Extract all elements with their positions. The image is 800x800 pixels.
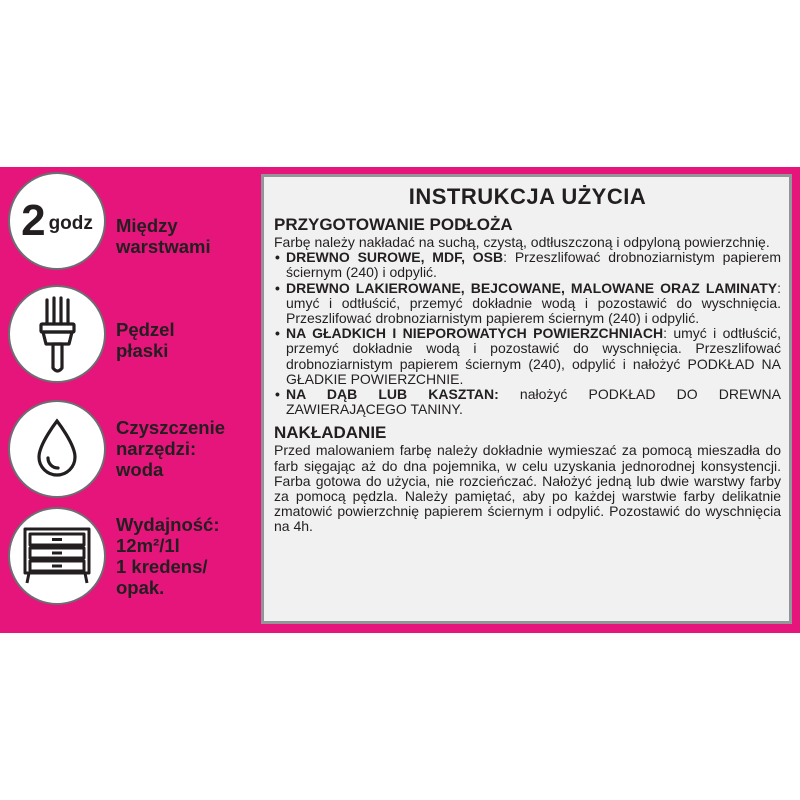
drop-icon — [8, 400, 106, 498]
feature-drying-time — [0, 172, 262, 280]
item-text: : umyć i odtłuścić, przemyć dokładnie wodą i pozostawić do wyschnięcia. Przeszlifować drobnoziarnistym papierem ściernym (240) i odpylić. — [286, 279, 781, 327]
apply-heading: NAKŁADANIE — [274, 423, 387, 443]
feature-label-drying: Między warstwami — [116, 215, 211, 257]
list-item — [274, 326, 781, 387]
item-label: DREWNO LAKIEROWANE, BEJCOWANE, MALOWANE ORAZ LAMINATY — [286, 279, 778, 296]
feature-brush — [0, 285, 262, 393]
apply-text: Przed malowaniem farbę należy dokładnie wymieszać za pomocą mieszadła do farb sięgając aż do dna pojemnika, w celu uzyskania jednorodnej konsystencji. Farba gotowa do użycia, nie rozcieńczać. Nałożyć jedną lub dwie warstwy farby za pomocą pędzla. Należy pamiętać, aby po każdej warstwie farby delikatnie zmatowić powierzchnię papierem ściernym i odpylić. Pozostawić do wyschnięcia na 4h. — [274, 442, 781, 535]
feature-coverage — [0, 507, 262, 615]
dresser-icon — [8, 507, 106, 605]
list-item — [274, 250, 781, 280]
feature-label-cleaning: Czyszczenie narzędzi: woda — [116, 417, 225, 480]
brush-icon — [8, 285, 106, 383]
item-text: : Przeszlifować drobnoziarnistym papierem ściernym (240) i odpylić. — [286, 249, 781, 281]
instructions-panel — [261, 174, 792, 624]
item-text: nałożyć PODKŁAD DO DREWNA ZAWIERAJĄCEGO TANINY. — [286, 386, 781, 418]
drying-time-number: 2 — [21, 196, 46, 245]
prep-heading: PRZYGOTOWANIE PODŁOŻA — [274, 215, 513, 234]
drying-time-badge — [8, 172, 106, 270]
item-label: NA GŁADKICH I NIEPOROWATYCH POWIERZCHNIACH — [286, 325, 664, 342]
list-item — [274, 387, 781, 417]
feature-label-brush: Pędzel płaski — [116, 319, 175, 361]
features-column — [0, 167, 262, 633]
instructions-title: INSTRUKCJA UŻYCIA — [408, 184, 647, 209]
drying-time-unit: godz — [48, 213, 93, 234]
prep-intro: Farbę należy nakładać na suchą, czystą, odtłuszczoną i odpyloną powierzchnię. — [274, 234, 770, 250]
pink-band — [0, 167, 800, 633]
item-text: : umyć i odtłuścić, przemyć dokładnie wodą i pozostawić do wyschnięcia. Przeszlifować drobnoziarnistym papierem ściernym (240), odpylić i nałożyć PODKŁAD NA GŁADKIE POWIERZCHNIE. — [286, 325, 781, 387]
prep-list — [274, 250, 781, 417]
feature-cleaning — [0, 400, 262, 508]
item-label: NA DĄB LUB KASZTAN: — [286, 386, 499, 403]
item-label: DREWNO SUROWE, MDF, OSB — [286, 249, 504, 266]
list-item — [274, 281, 781, 327]
feature-label-coverage: Wydajność: 12m²/1l 1 kredens/ opak. — [116, 514, 220, 598]
